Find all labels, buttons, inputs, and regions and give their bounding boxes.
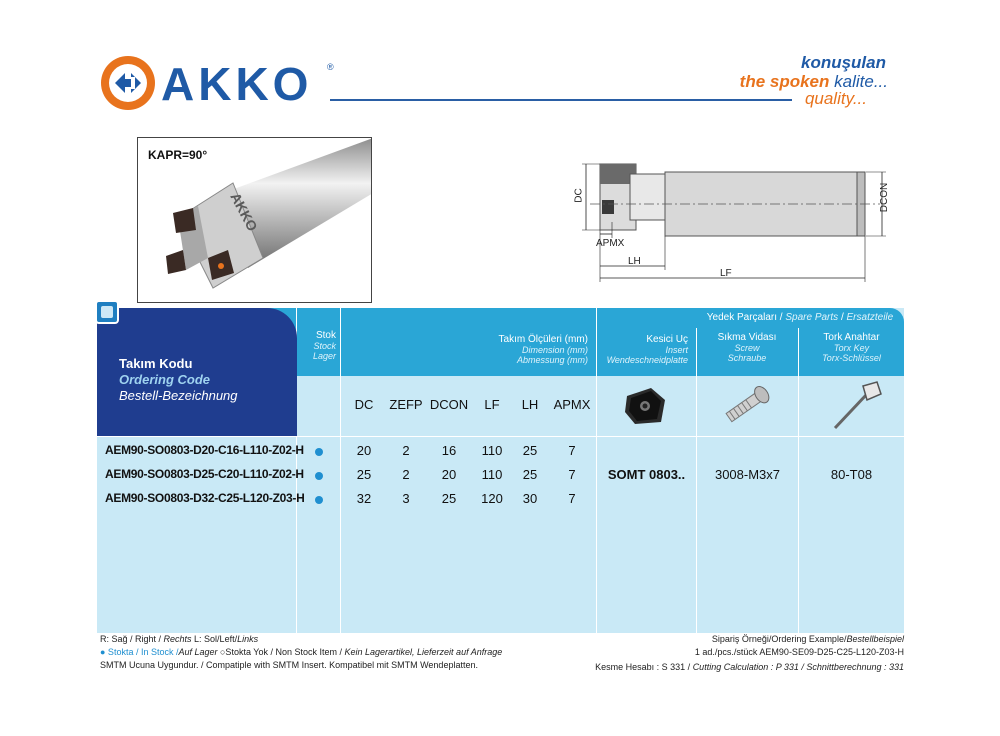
col-sep [340,308,341,633]
order-example-label: Sipariş Örneği/Ordering Example/ [711,634,847,644]
header-rule [330,99,792,101]
kapr-label: KAPR=90° [148,148,208,162]
footer-legend-line2 [100,647,502,657]
end-mill-illustration [138,138,372,303]
dim-dc: DC [573,188,585,203]
product-photo [137,137,372,303]
dimensions-header [341,308,596,376]
dim-lf: LF [720,268,732,279]
col-header-dcon: DCON [429,397,469,412]
screw-code: 3008-M3x7 [714,467,781,482]
table-row-code: AEM90-SO0803-D32-C25-L120-Z03-H [105,491,305,505]
slogan-line-3: quality... [804,89,867,108]
order-example-value: 1 ad./pcs./stück AEM90-SE09-D25-C25-L120-Z03-H [694,647,904,657]
cell-zefp: 2 [402,443,410,458]
cell-apmx: 7 [568,491,576,506]
spare-parts-header [696,312,904,328]
screw-header-de: Schraube [727,353,767,363]
key-header-en: Torx Key [833,343,870,353]
insert-header-en: Insert [665,345,688,355]
col-header-apmx: APMX [553,397,591,412]
col-header-lh: LH [521,397,539,412]
col-header-zefp: ZEFP [389,397,423,412]
slogan-kalite: kalite... [829,72,888,91]
logo-emblem-icon [101,56,155,110]
cell-dcon: 25 [441,491,457,506]
header-bottom-sep [97,436,904,437]
dim-dcon: DCON [879,182,891,213]
dim-apmx: APMX [596,238,625,249]
akko-logo [101,56,351,112]
cell-dc: 32 [356,491,372,506]
cell-lh: 25 [522,443,538,458]
legend-links: Links [237,634,259,644]
cutting-calc-en-de: Cutting Calculation : P 331 / Schnittberechnung : 331 [692,662,904,672]
spare-parts-tr: Yedek Parçaları [706,312,778,323]
stock-header-en: Stock [313,341,336,351]
cell-lf: 110 [481,443,503,458]
cell-lh: 30 [522,491,538,506]
legend-left: L: Sol/Left/ [191,634,238,644]
cell-dcon: 20 [441,467,457,482]
table-tab-inner [101,306,113,318]
spare-parts-de: Ersatzteile [846,312,894,323]
insert-header [597,308,696,376]
screw-header-en: Screw [734,343,760,353]
legend-kein-lager: Kein Lagerartikel, Lieferzeit auf Anfrage [344,647,503,657]
col-header-lf: LF [484,397,500,412]
cell-dcon: 16 [441,443,457,458]
title-tr: Takım Kodu [119,356,193,371]
insert-header-tr: Kesici Uç [646,334,688,345]
registered-mark: ® [327,62,334,72]
stock-header [297,308,340,376]
dim-lh: LH [628,256,641,267]
screw-header-tr: Sıkma Vidası [717,332,777,343]
footer-compat-note: SMTM Ucuna Uygundur. / Compatiple with SMTM Insert. Kompatibel mit SMTM Wendeplatten. [100,660,478,670]
legend-rechts: Rechts [163,634,192,644]
table-row-code: AEM90-SO0803-D20-C16-L110-Z02-H [105,443,304,457]
technical-drawing [570,152,890,292]
cell-lf: 110 [481,467,503,482]
key-header [799,328,904,376]
slogan-line-1: konuşulan [800,53,886,72]
screw-icon [717,380,777,430]
product-table [97,300,904,633]
spare-parts-en: Spare Parts [785,312,839,323]
legend-non-stock: ○Stokta Yok / Non Stock Item / [217,647,345,657]
legend-auf-lager: Auf Lager [178,647,218,657]
slogan-spoken: the spoken [739,72,830,91]
photo-engraving: AKKO [227,189,261,234]
dimensions-header-en: Dimension (mm) [521,345,588,355]
title-en: Ordering Code [119,372,211,387]
cell-lh: 25 [522,467,538,482]
ordering-code-block [97,308,297,436]
stock-header-de: Lager [312,351,336,361]
footer-legend-line1 [100,634,258,644]
cutting-calc-tr: Kesme Hesabı : S 331 / [595,662,693,672]
dimensions-header-tr: Takım Ölçüleri (mm) [498,334,588,345]
in-stock-dot [315,472,323,480]
in-stock-dot [315,496,323,504]
cell-apmx: 7 [568,467,576,482]
cell-lf: 120 [481,491,503,506]
cell-dc: 25 [356,467,372,482]
insert-header-de: Wendeschneidplatte [606,355,688,365]
key-header-de: Torx-Schlüssel [822,353,881,363]
stock-header-tr: Stok [315,330,336,341]
key-header-tr: Tork Anahtar [823,332,880,343]
order-example-title [712,634,904,644]
table-row-code: AEM90-SO0803-D25-C20-L110-Z02-H [105,467,304,481]
insert-image [623,386,669,426]
legend-in-stock: ● Stokta / In Stock / [100,647,179,657]
dimensions-header-de: Abmessung (mm) [516,355,588,365]
in-stock-dot [315,448,323,456]
legend-right: R: Sağ / Right / [100,634,164,644]
screw-header [696,328,798,376]
cutting-calculation [595,662,904,672]
cell-zefp: 3 [402,491,410,506]
order-example-de: Bestellbeispiel [846,634,904,644]
torx-key-icon [827,376,887,432]
spare-parts-sep-2: / [838,312,847,323]
cell-dc: 20 [356,443,372,458]
col-header-dc: DC [354,397,374,412]
spare-parts-sep-1: / [777,312,786,323]
title-de: Bestell-Bezeichnung [119,388,238,403]
table-tab-marker [95,300,119,324]
key-code: 80-T08 [830,467,873,482]
insert-code: SOMT 0803.. [607,467,686,482]
logo-wordmark: AKKO [161,58,313,110]
cell-apmx: 7 [568,443,576,458]
cell-zefp: 2 [402,467,410,482]
